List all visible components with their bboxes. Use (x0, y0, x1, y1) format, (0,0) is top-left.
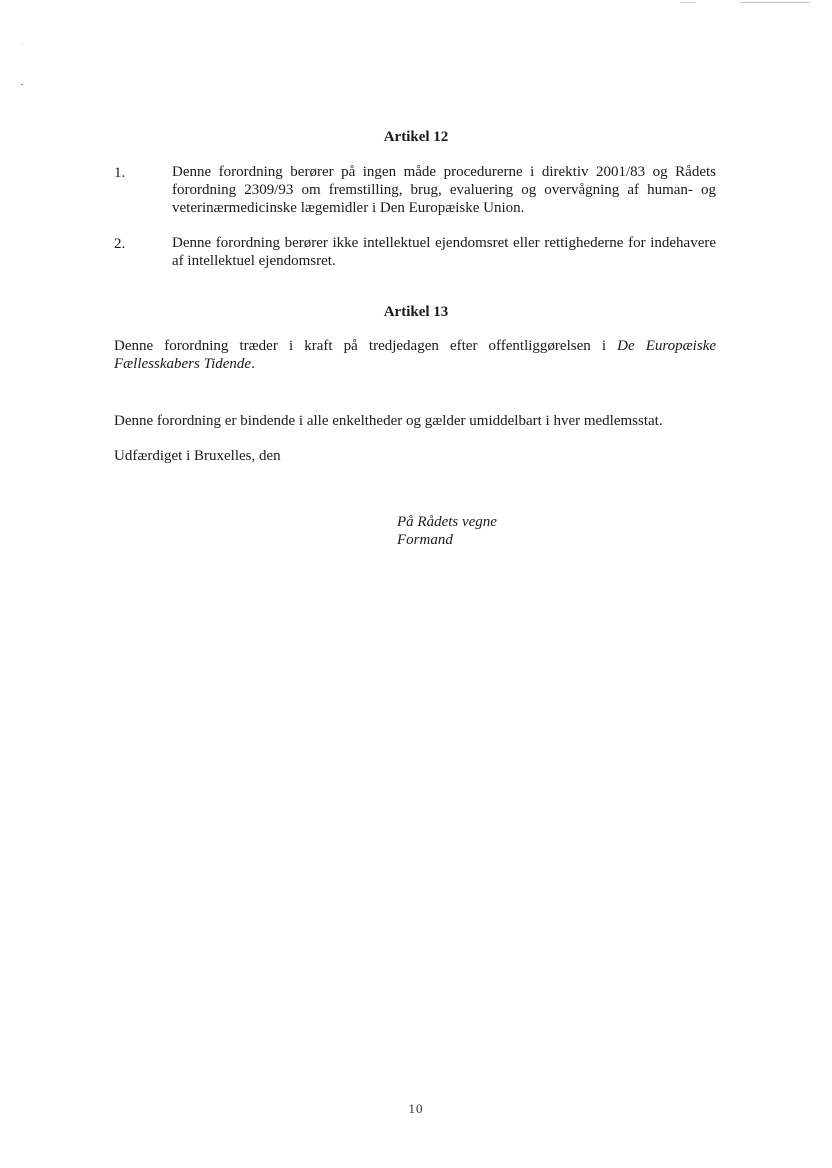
article-12-item-1-number: 1. (114, 165, 126, 181)
scan-speck (22, 44, 23, 45)
scan-speck (740, 2, 810, 3)
article-12-item-2-text: Denne forordning berører ikke intellektuel ejendomsret eller rettighederne for indehavere af intellektuel ejendomsret. (172, 235, 716, 269)
article-13-text-lead: Denne forordning træder i kraft på tredjedagen efter offentliggørelsen i (114, 338, 607, 354)
page-number: 10 (408, 1101, 424, 1116)
scan-speck (21, 84, 23, 85)
article-12-heading: Artikel 12 (383, 129, 449, 145)
binding-clause: Denne forordning er bindende i alle enkeltheder og gælder umiddelbart i hver medlemsstat. (114, 413, 663, 429)
signature-line-1: På Rådets vegne (397, 514, 497, 530)
article-13-text (114, 337, 716, 373)
done-at-line: Udfærdiget i Bruxelles, den (114, 448, 281, 464)
article-13-text-end: . (251, 356, 255, 372)
signature-line-2: Formand (397, 532, 453, 548)
scan-speck (680, 2, 696, 3)
article-13-heading: Artikel 13 (383, 304, 449, 320)
article-12-item-2-number: 2. (114, 236, 126, 252)
official-journal-name: De Europæiske Fællesskabers Tidende (114, 338, 717, 372)
article-12-item-1-text: Denne forordning berører på ingen måde procedurerne i direktiv 2001/83 og Rådets forordning 2309/93 om fremstilling, brug, evaluering og overvågning af human- og veterinærmedicinske lægemidler i Den Europæiske Union. (172, 164, 716, 216)
